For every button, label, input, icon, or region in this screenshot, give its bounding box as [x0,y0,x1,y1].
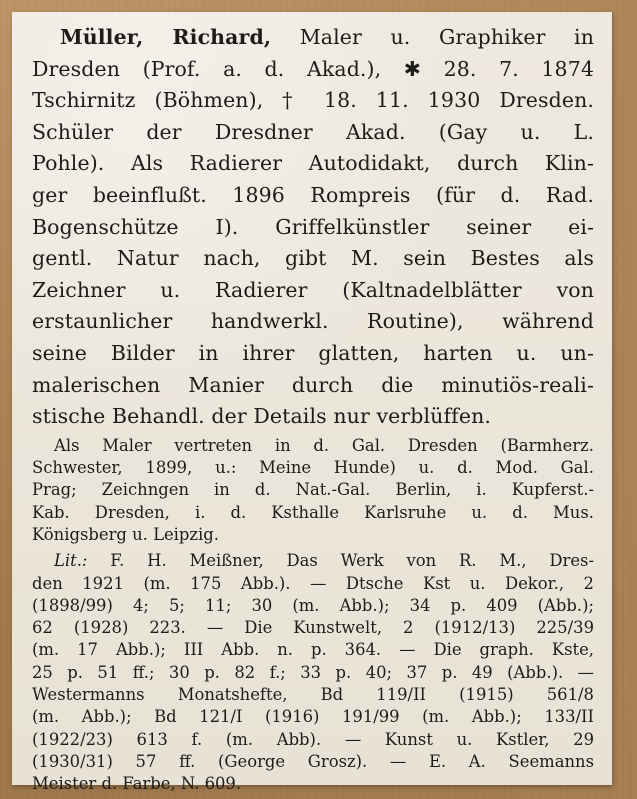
literature-label: Lit.: [54,551,88,571]
text-line: (1898/99) 4; 5; 11; 30 (m. Abb.); 34 p. 409 (Abb.); [32,595,594,615]
biography-paragraph [32,22,594,433]
text-line: erstaunlicher handwerkl. Routine), während [32,309,594,334]
text-line: ger beeinflußt. 1896 Rompreis (für d. Rad. [32,182,594,207]
text-line: den 1921 (m. 175 Abb.). — Dtsche Kst u. Dekor., 2 [32,573,594,593]
text-line: (1922/23) 613 f. (m. Abb). — Kunst u. Kstler, 29 [32,729,594,749]
text-line: Zeichner u. Radierer (Kaltnadelblätter von [32,277,594,302]
text-line: seine Bilder in ihrer glatten, harten u. un- [32,340,594,365]
text-line: (1930/31) 57 ff. (George Grosz). — E. A. Seemanns [32,751,594,771]
text-line: Tschirnitz (Böhmen), † 18. 11. 1930 Dresden. [32,88,594,113]
text-line: Westermanns Monatshefte, Bd 119/II (1915) 561/8 [32,684,594,704]
text-line: Schüler der Dresdner Akad. (Gay u. L. [32,119,594,144]
text-line: Bogenschütze I). Griffelkünstler seiner ei- [32,214,594,239]
text-line: (m. Abb.); Bd 121/I (1916) 191/99 (m. Abb.); 133/II [32,707,594,727]
text-line: Kab. Dresden, i. d. Ksthalle Karlsruhe u. d. Mus. [32,502,594,522]
collections-paragraph [32,435,594,546]
newspaper-clipping [12,12,612,794]
text-line: Pohle). Als Radierer Autodidakt, durch Klin- [32,151,594,176]
text-line: stische Behandl. der Details nur verblüffen. [32,404,491,429]
text-line: Königsberg u. Leipzig. [32,524,219,544]
text-line: 62 (1928) 223. — Die Kunstwelt, 2 (1912/13) 225/39 [32,618,594,638]
text-line: Als Maler vertreten in d. Gal. Dresden (Barmherz. [54,435,594,455]
text-line: Schwester, 1899, u.: Meine Hunde) u. d. Mod. Gal. [32,458,594,478]
literature-paragraph [32,550,594,795]
text-line: Dresden (Prof. a. d. Akad.), ✱ 28. 7. 1874 [32,56,594,81]
text-line: Lit.: F. H. Meißner, Das Werk von R. M., Dres- [54,551,594,571]
text-line: (m. 17 Abb.); III Abb. n. p. 364. — Die graph. Kste, [32,640,594,660]
text-line: Meister d. Farbe, N. 609. [32,774,242,794]
text-line: gentl. Natur nach, gibt M. sein Bestes als [32,246,594,271]
text-line: 25 p. 51 ff.; 30 p. 82 f.; 33 p. 40; 37 p. 49 (Abb.). — [32,662,594,682]
text-line: Müller, Richard, Maler u. Graphiker in [60,25,595,49]
text-line: Prag; Zeichngen in d. Nat.-Gal. Berlin, i. Kupferst.- [32,480,594,500]
artist-name: Müller, Richard, [60,25,272,49]
text-line: malerischen Manier durch die minutiös-reali- [32,372,594,397]
